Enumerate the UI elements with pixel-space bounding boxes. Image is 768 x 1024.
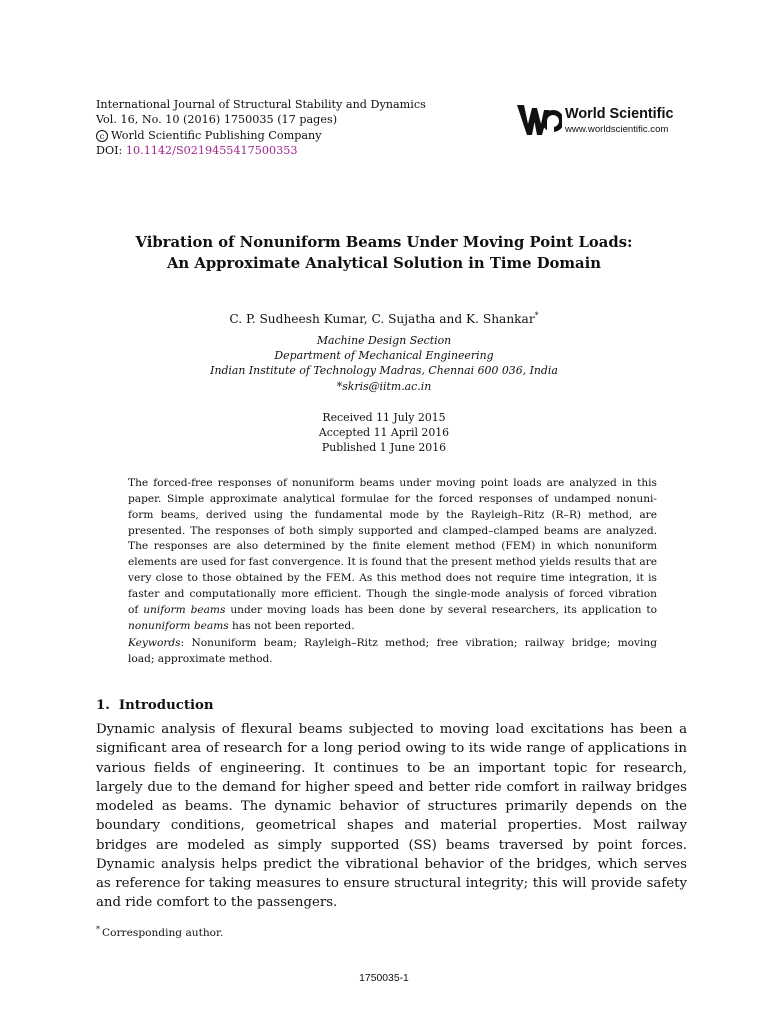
abstract-emphasis: nonuniform beams — [128, 619, 229, 632]
publisher-logo — [516, 102, 691, 142]
keywords-line — [128, 636, 657, 652]
body-line: Dynamic analysis helps predict the vibrational behavior of the bridges, which serves — [96, 856, 687, 872]
body-line: bridges are modeled as simply supported (SS) beams traversed by point forces. — [96, 837, 687, 853]
body-line: largely due to the demand for higher speed and better ride comfort in railway bridges — [96, 779, 687, 795]
copyright-line — [96, 128, 426, 143]
publisher-url: www.worldscientific.com — [565, 124, 669, 135]
world-scientific-logo-mark-icon — [516, 102, 562, 138]
section-number: 1. — [96, 698, 110, 713]
body-line: boundary conditions, geometrical shapes and material properties. Most railway — [96, 818, 687, 834]
footnote-mark: * — [96, 925, 100, 934]
page-number: 1750035-1 — [359, 973, 409, 984]
abstract-line: very close to those obtained by the FEM. As this method does not require time integration, it is — [128, 572, 657, 585]
body-line: and ride comfort to the passengers. — [96, 895, 338, 911]
date-accepted: Accepted 11 April 2016 — [318, 426, 450, 439]
title-line-1: Vibration of Nonuniform Beams Under Moving Point Loads: — [135, 234, 633, 251]
author-list: C. P. Sudheesh Kumar, C. Sujatha and K. Shankar — [229, 312, 535, 327]
abstract-line — [128, 619, 657, 635]
abstract-emphasis: uniform beams — [143, 603, 226, 616]
section-heading — [96, 698, 214, 713]
date-published: Published 1 June 2016 — [321, 441, 447, 454]
abstract-line — [128, 603, 657, 619]
authors — [96, 311, 672, 326]
title-line-2: An Approximate Analytical Solution in Time Domain — [166, 255, 602, 272]
body-line: significant area of research for a long period owing to its wide range of applications in — [96, 741, 687, 757]
abstract — [128, 476, 657, 634]
abstract-line: form beams, derived using the fundamental mode by the Rayleigh–Ritz (R–R) method, are — [128, 508, 657, 521]
author-email[interactable]: *skris@iitm.ac.in — [336, 379, 432, 393]
corresponding-author-mark: * — [534, 311, 539, 320]
affiliation — [96, 333, 672, 394]
abstract-line: elements are used for fast convergence. It is found that the present method yields results that are — [128, 556, 657, 569]
journal-name: International Journal of Structural Stability and Dynamics — [96, 98, 426, 111]
body-line: modeled as beams. The dynamic behavior of structures primarily depends on the — [96, 799, 687, 814]
abstract-text: has not been reported. — [228, 619, 355, 632]
abstract-text: under moving loads has been done by several researchers, its application to — [225, 603, 657, 616]
keywords-text: : Nonuniform beam; Rayleigh–Ritz method; free vibration; railway bridge; moving — [180, 637, 657, 649]
journal-header — [96, 97, 426, 158]
introduction-paragraph — [96, 720, 687, 913]
keywords-label: Keywords — [128, 637, 181, 649]
publisher-name: World Scientific — [565, 106, 674, 122]
affiliation-section: Machine Design Section — [316, 334, 452, 347]
footnote — [96, 925, 223, 939]
body-line: Dynamic analysis of flexural beams subjected to moving load excitations has been a — [96, 722, 687, 737]
abstract-text: of — [128, 603, 144, 616]
section-title: Introduction — [118, 698, 214, 713]
body-line: various fields of engineering. It continues to be an important topic for research, — [96, 760, 687, 776]
abstract-line: presented. The responses of both simply supported and clamped–clamped beams are analyzed. — [128, 524, 657, 537]
abstract-line: The forced-free responses of nonuniform beams under moving point loads are analyzed in this — [128, 477, 657, 489]
copyright-icon: c — [96, 130, 108, 142]
paper-title — [96, 232, 672, 274]
doi-line — [96, 143, 426, 158]
abstract-line: paper. Simple approximate analytical formulae for the forced responses of undamped nonuni- — [128, 492, 657, 505]
doi-link[interactable]: 10.1142/S0219455417500353 — [125, 143, 298, 157]
affiliation-institute: Indian Institute of Technology Madras, Chennai 600 036, India — [210, 364, 558, 378]
abstract-line: faster and computationally more efficient. Though the single-mode analysis of forced vibration — [128, 587, 657, 600]
footnote-text: Corresponding author. — [102, 927, 224, 939]
copyright-text: World Scientific Publishing Company — [111, 128, 322, 142]
journal-volume: Vol. 16, No. 10 (2016) 1750035 (17 pages) — [96, 113, 338, 127]
keywords-line: load; approximate method. — [128, 652, 273, 665]
date-received: Received 11 July 2015 — [322, 411, 446, 424]
doi-label: DOI: — [96, 143, 123, 157]
keywords — [128, 636, 657, 668]
body-line: as reference for taking measures to ensure structural integrity; this will provide safety — [96, 876, 687, 891]
publication-dates — [96, 410, 672, 455]
abstract-line: The responses are also determined by the finite element method (FEM) in which nonuniform — [128, 540, 657, 553]
affiliation-department: Department of Mechanical Engineering — [274, 349, 494, 363]
